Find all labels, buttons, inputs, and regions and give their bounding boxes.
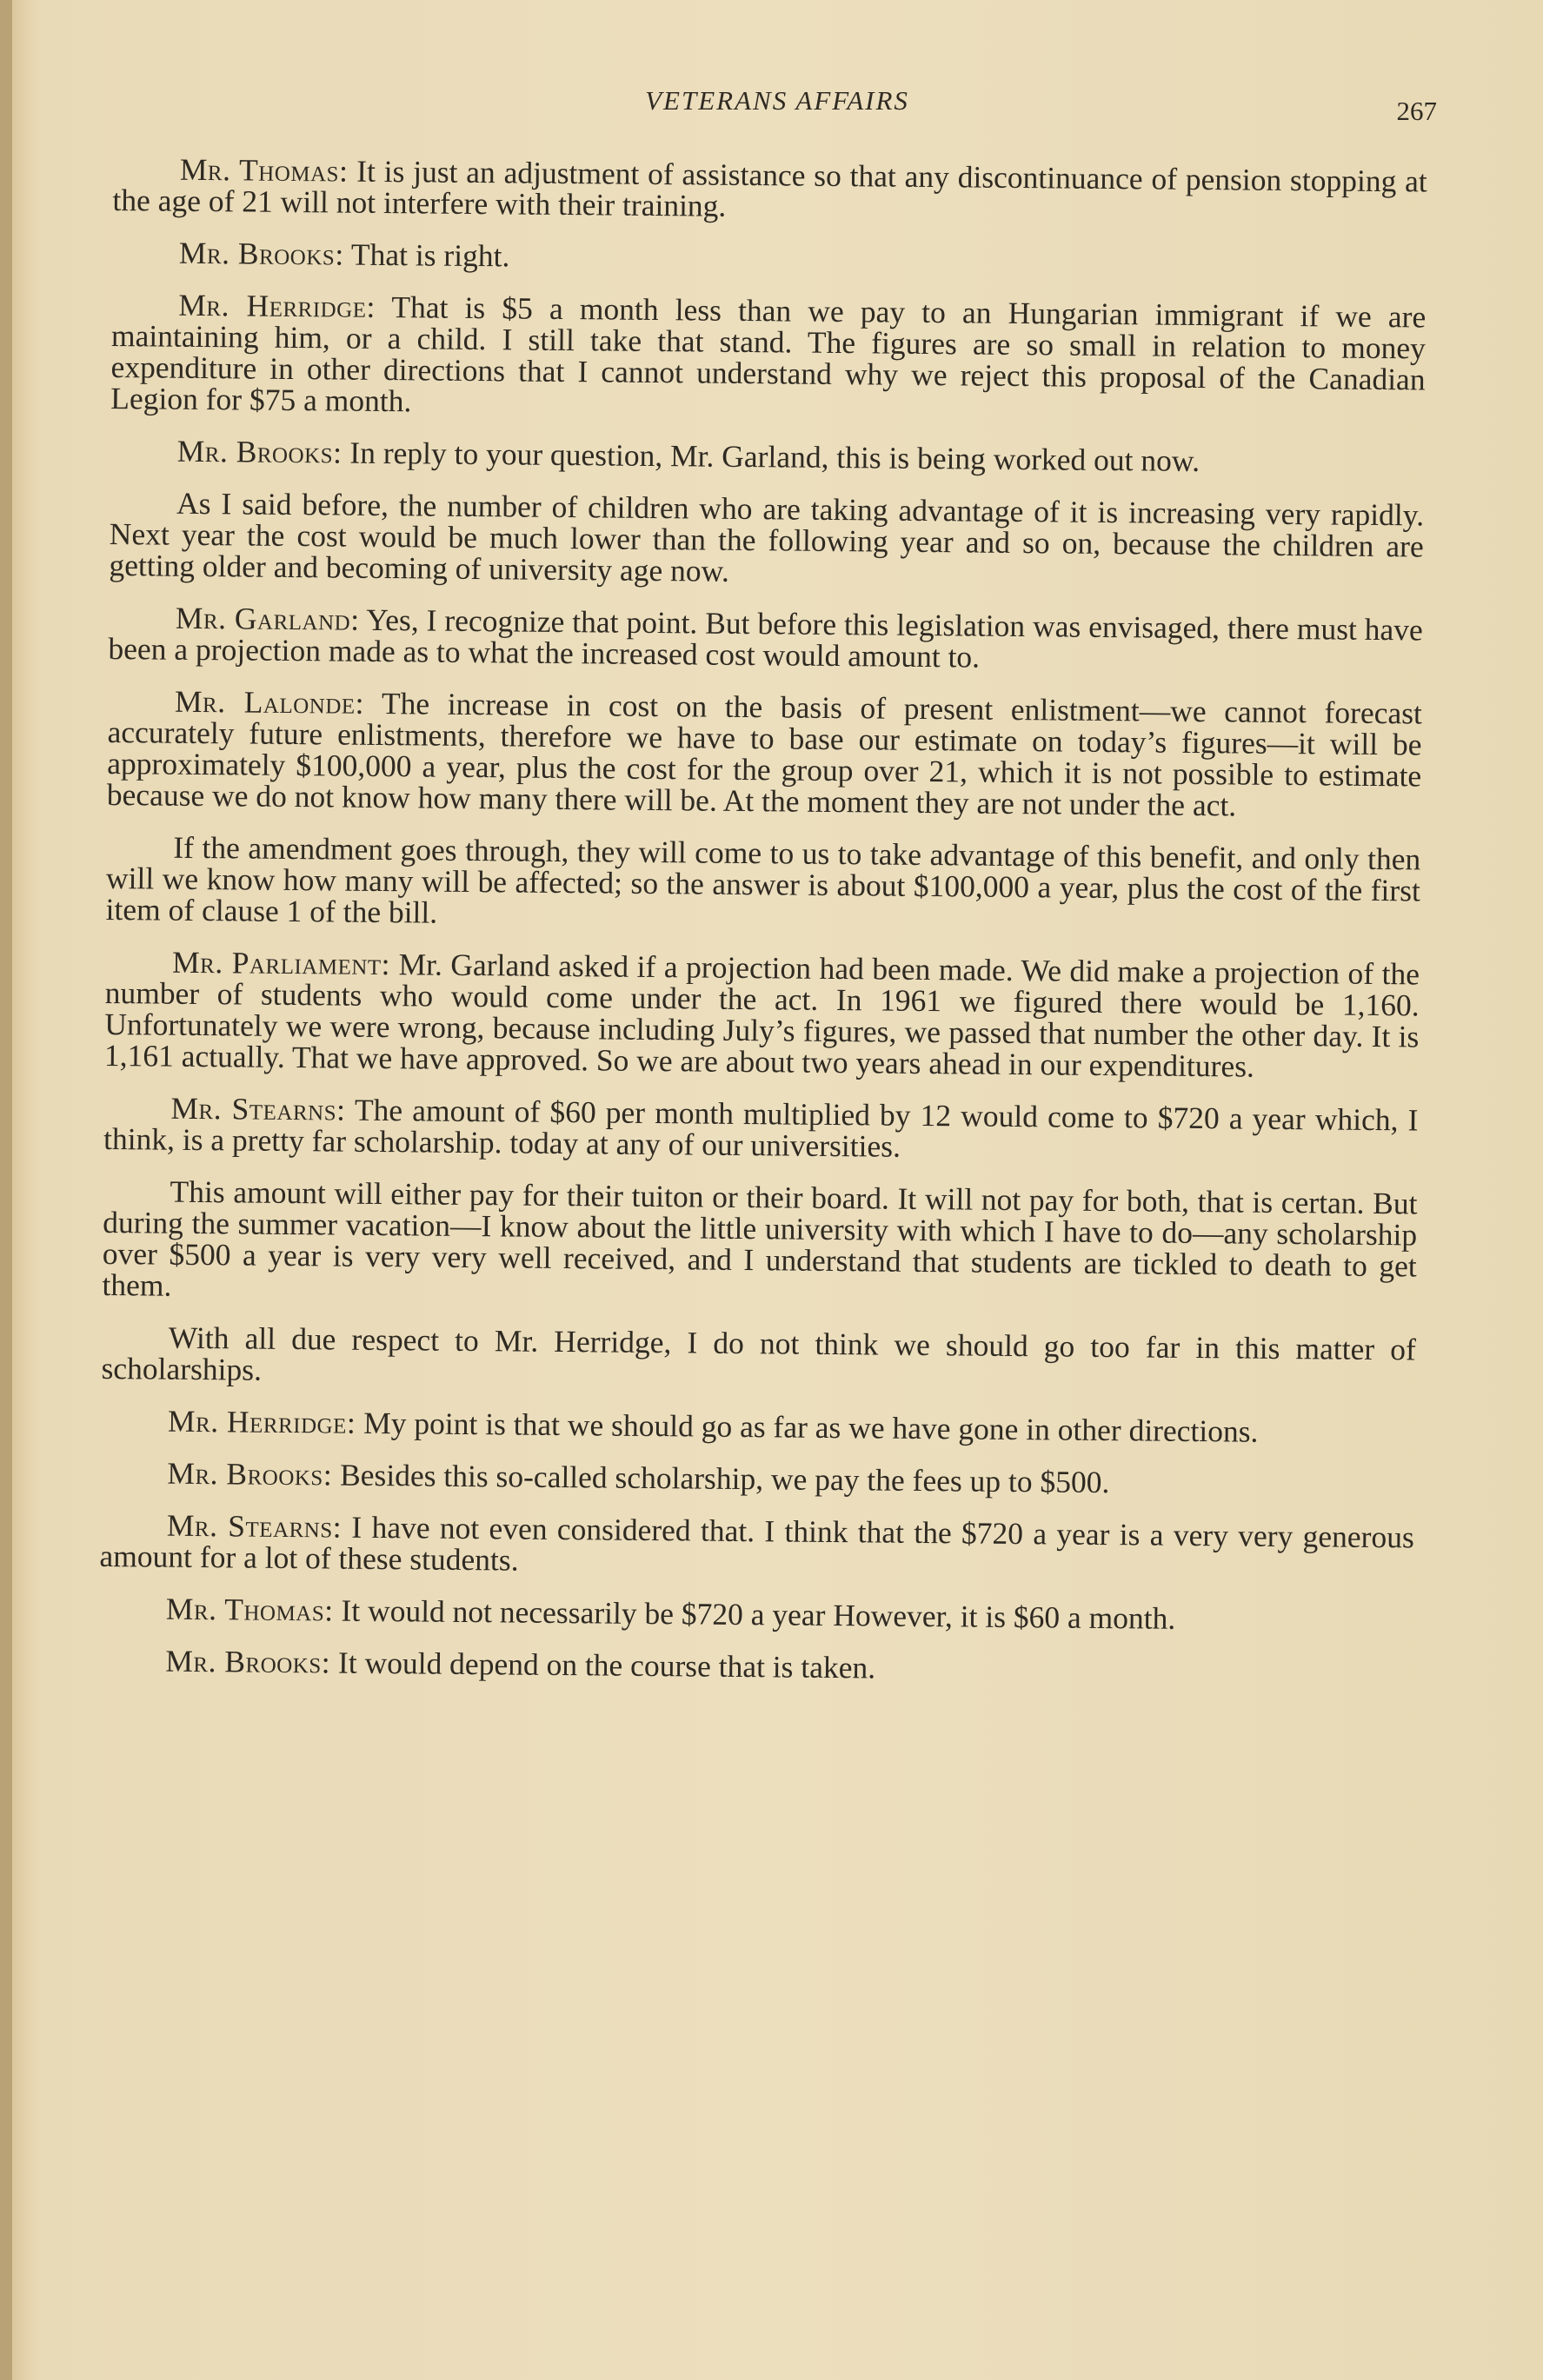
speech-text: I have not even considered that. I think that the $720 a year is a very very generous amount for a lot of these students. [99,1509,1414,1578]
speaker-name: Mr. Brooks: [178,235,344,272]
speaker-name: Mr. Herridge: [167,1403,356,1440]
speaker-name: Mr. Brooks: [176,433,343,470]
paragraph [109,487,1424,594]
speech-text: That is $5 a month less than we pay to an Hungarian immigrant if we are maintaining him, or a child. I still take that stand. The figures are so small in relation to money expenditure in other directions that I cannot understand why we reject this proposal of the Canadian Legion for $75 a month. [110,289,1427,419]
paragraph [112,236,1427,281]
speaker-name: Mr. Thomas: [165,1591,334,1628]
binding-edge [0,0,12,2380]
paragraph [102,1175,1417,1313]
speech-text: The increase in cost on the basis of present enlistment—we cannot forecast accurately future enlistments, therefore we have to base our estimate on today’s figures—it will be approximately $100,000 a year, plus the cost for the group over 21, which it is not possible to estimate because we do not know how many there will be. At the moment they are not under the act. [106,685,1423,823]
paragraph [112,153,1427,229]
speech-text: That is right. [343,236,510,274]
paragraph [110,435,1425,479]
speaker-name: Mr. Brooks: [165,1643,331,1680]
speaker-name: Mr. Garland: [175,600,360,637]
speech-text: Mr. Garland asked if a projection had been made. We did make a projection of the number of students who would come under the act. In 1961 we figured there would be 1,160. Unfortunately we were wrong, because including July’s figures, we passed that number the other day. It is 1,161 actually. That we have approved. So we are about two years ahead in our expenditures. [103,947,1420,1084]
transcript-body [98,153,1427,1709]
paragraph [98,1645,1413,1689]
speaker-name: Mr. Lalonde: [174,683,365,721]
page-header [117,85,1437,129]
paragraph [103,1092,1419,1167]
paragraph [99,1592,1413,1637]
page-number: 267 [1396,96,1437,126]
speech-text: If the amendment goes through, they will come to us to take advantage of this benefit, and only then will we know how many will be affected; so the answer is about $100,000 a year, plus the cost of the first item of clause 1 of the bill. [105,829,1421,930]
speech-text: It would not necessarily be $720 a year However, it is $60 a month. [333,1592,1176,1636]
paragraph [108,602,1423,677]
speaker-name: Mr. Herridge: [178,287,376,324]
speaker-name: Mr. Thomas: [179,151,349,189]
speaker-name: Mr. Parliament: [171,944,391,982]
speech-text: My point is that we should go as far as we have gone in other directions. [356,1405,1259,1449]
speech-text: Besides this so-called scholarship, we pay the fees up to $500. [332,1457,1110,1500]
speech-text: Yes, I recognize that point. But before this legislation was envisaged, there must have been a projection made as to what the increased cost would amount to. [108,602,1424,675]
paragraph [100,1457,1414,1501]
paragraph [104,946,1420,1084]
speech-text: It is just an adjustment of assistance so that any discontinuance of pension stopping at the age of 21 will not interfere with their training. [112,153,1427,223]
speech-text: In reply to your question, Mr. Garland, this is being worked out now. [342,435,1200,479]
speaker-name: Mr. Stearns: [170,1090,346,1127]
speech-text: As I said before, the number of children who are taking advantage of it is increasing very rapidly. Next year the cost would be much lower than the following year and so on, because the children are getting older and becoming of university age now. [109,485,1425,588]
speech-text: With all due respect to Mr. Herridge, I do not think we should go too far in this matter of scholarships. [101,1320,1417,1387]
speech-text: It would depend on the course that is taken. [329,1645,876,1685]
paragraph [101,1405,1415,1449]
speaker-name: Mr. Brooks: [167,1455,333,1492]
speech-text: This amount will either pay for their tuiton or their board. It will not pay for both, that is certan. But during the summer vacation—I know about the little university with which I have to do—any scholarship over $500 a year is very very well received, and I understand that students are tickled to death to get them. [102,1173,1418,1303]
speaker-name: Mr. Stearns: [166,1507,343,1545]
paragraph [107,685,1422,823]
running-title: VETERANS AFFAIRS [645,85,909,116]
paragraph [110,289,1426,427]
paragraph [101,1321,1416,1397]
speech-text: The amount of $60 per month multiplied by 12 would come to $720 a year which, I think, is a pretty far scholarship. today at any of our universities. [103,1092,1419,1164]
paragraph [99,1509,1414,1585]
paragraph [105,831,1420,938]
